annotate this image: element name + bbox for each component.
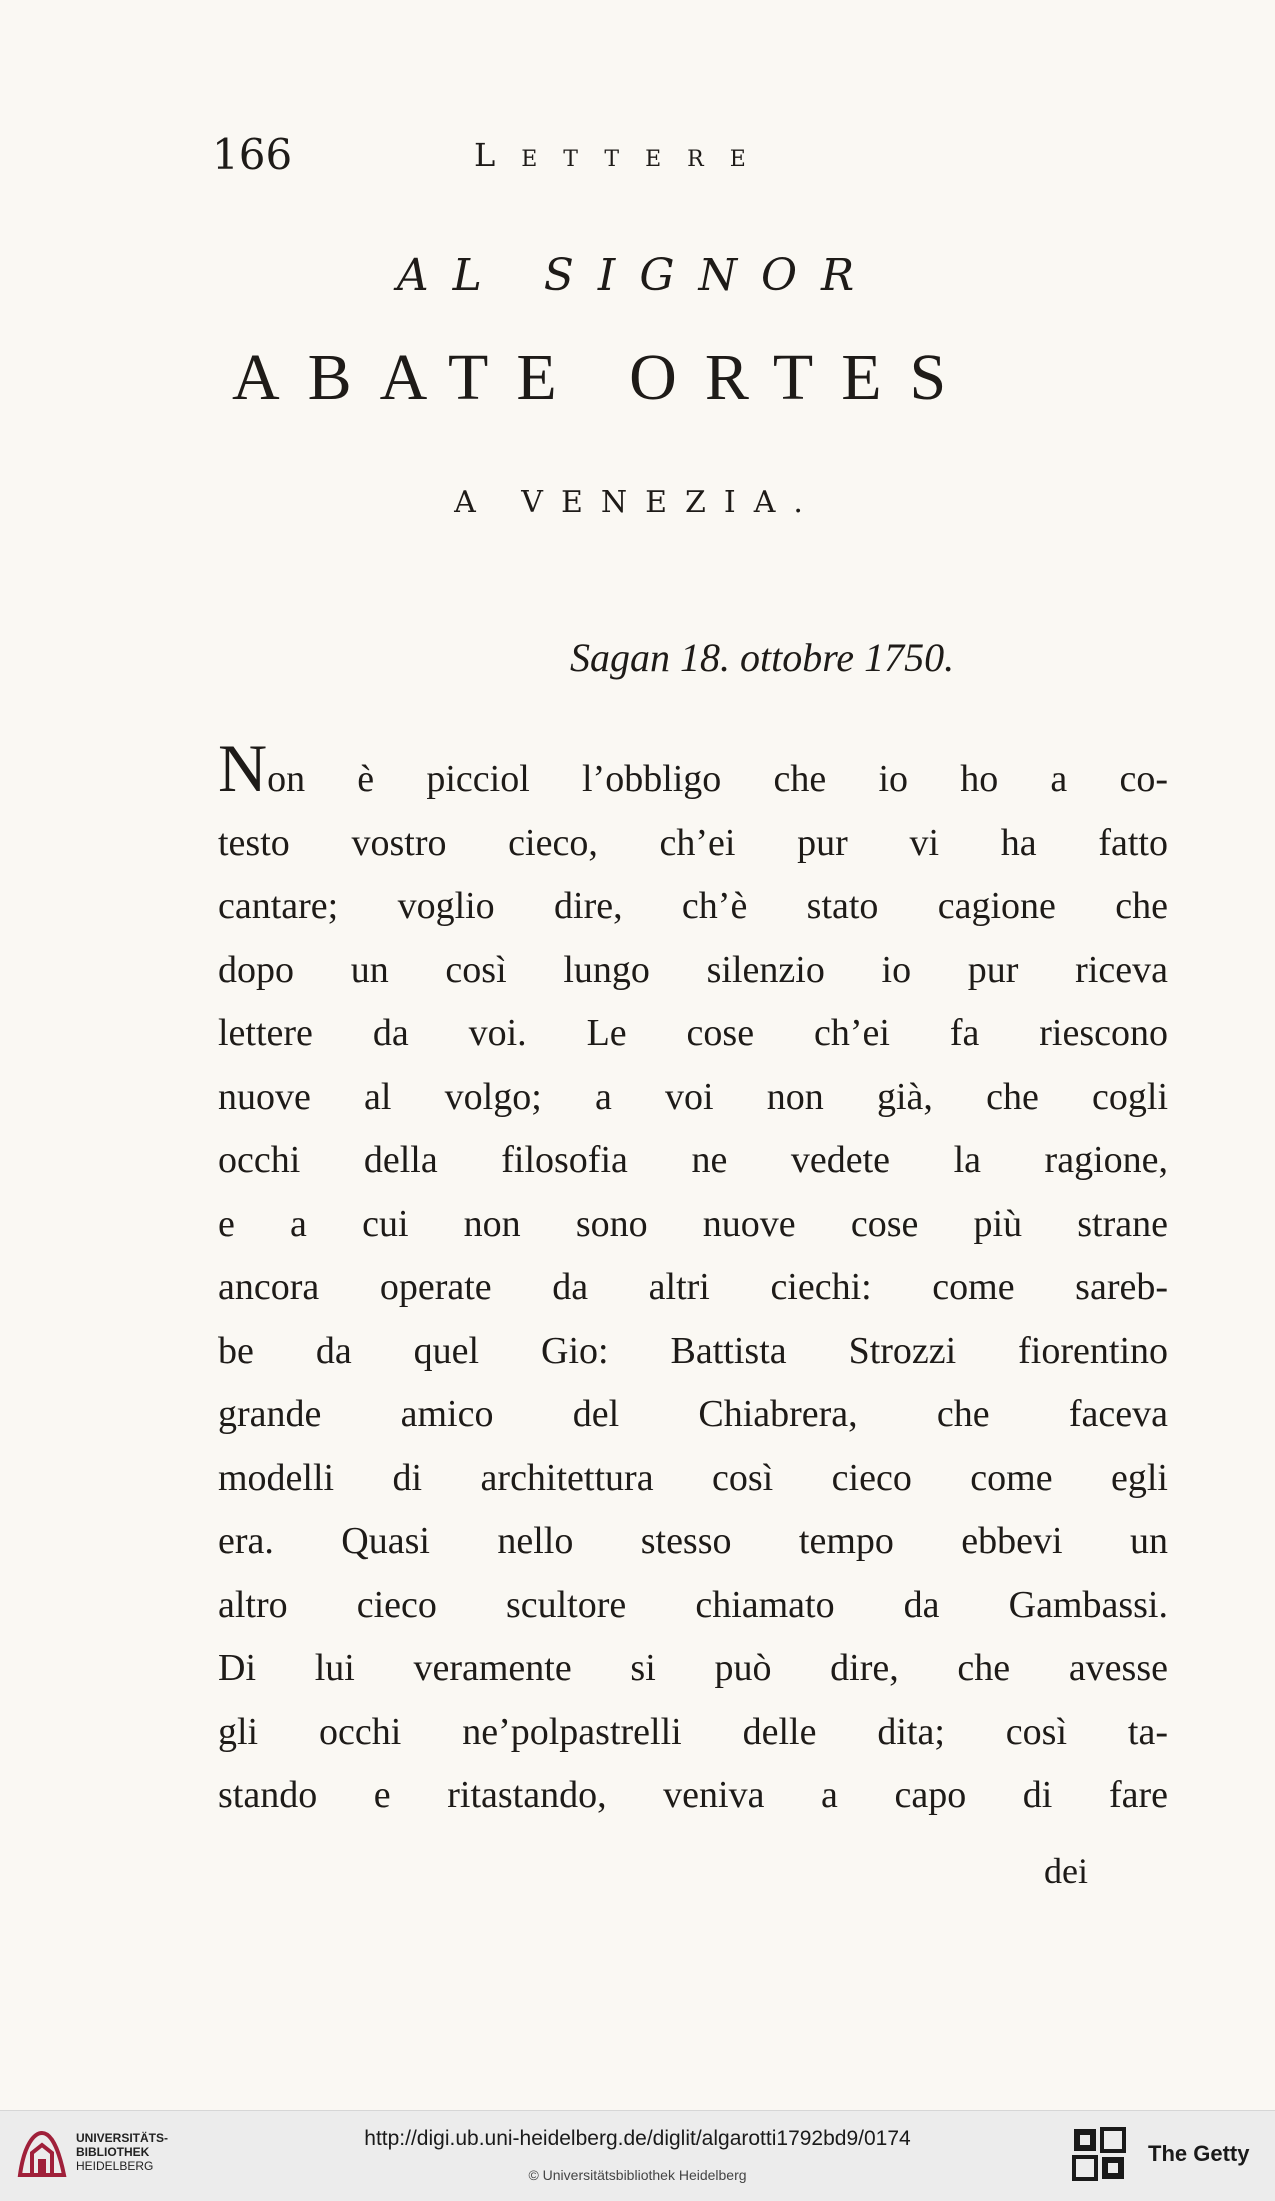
first-line-text: on è picciol l’obbligo che io ho a co- [267, 758, 1168, 800]
text-line: modelli di architettura così cieco come egli [218, 1456, 1168, 1499]
text-line: era. Quasi nello stesso tempo ebbevi un [218, 1520, 1168, 1562]
page-number: 166 [212, 130, 293, 179]
library-name-line: HEIDELBERG [76, 2159, 154, 2173]
library-name-line: BIBLIOTHEK [76, 2145, 150, 2159]
text-line: gli occhi ne’polpastrelli delle dita; così ta- [218, 1710, 1168, 1753]
copyright-notice: © Universitätsbibliothek Heidelberg [528, 2167, 747, 2183]
running-head: Lettere [474, 136, 772, 174]
addressee-place: A VENEZIA. [454, 485, 821, 520]
text-line: altro cieco scultore chiamato da Gambassi. [218, 1583, 1168, 1626]
catchword: dei [1044, 1851, 1088, 1891]
text-line: cantare; voglio dire, ch’è stato cagione che [218, 885, 1168, 927]
text-line: ancora operate da altri ciechi: come sareb- [218, 1266, 1168, 1308]
text-line: e a cui non sono nuove cose più strane [218, 1202, 1168, 1245]
text-line: testo vostro cieco, ch’ei pur vi ha fatto [218, 821, 1168, 864]
permalink-url[interactable]: http://digi.ub.uni-heidelberg.de/diglit/algarotti1792bd9/0174 [364, 2127, 911, 2150]
drop-cap: N [218, 730, 268, 806]
getty-logo-icon [1072, 2125, 1128, 2185]
text-line: stando e ritastando, veniva a capo di fare [218, 1774, 1168, 1816]
viewer-footer [0, 2110, 1275, 2201]
getty-partner-name: The Getty [1148, 2141, 1250, 2166]
letter-dateline: Sagan 18. ottobre 1750. [570, 635, 955, 680]
page-header [212, 130, 912, 190]
text-line: be da quel Gio: Battista Strozzi fiorentino [218, 1329, 1168, 1372]
addressee-title: AL SIGNOR [396, 250, 879, 301]
text-line: nuove al volgo; a voi non già, che cogli [218, 1075, 1168, 1118]
text-line: occhi della filosofia ne vedete la ragione, [218, 1139, 1168, 1181]
text-line: lettere da voi. Le cose ch’ei fa riescono [218, 1012, 1168, 1054]
library-name-line: UNIVERSITÄTS- [76, 2131, 169, 2145]
letter-body [218, 730, 1168, 1828]
text-line [218, 730, 1168, 812]
text-line: Di lui veramente si può dire, che avesse [218, 1647, 1168, 1689]
text-line: dopo un così lungo silenzio io pur riceva [218, 948, 1168, 991]
text-line: grande amico del Chiabrera, che faceva [218, 1393, 1168, 1435]
addressee-name: ABATE ORTES [232, 341, 975, 414]
